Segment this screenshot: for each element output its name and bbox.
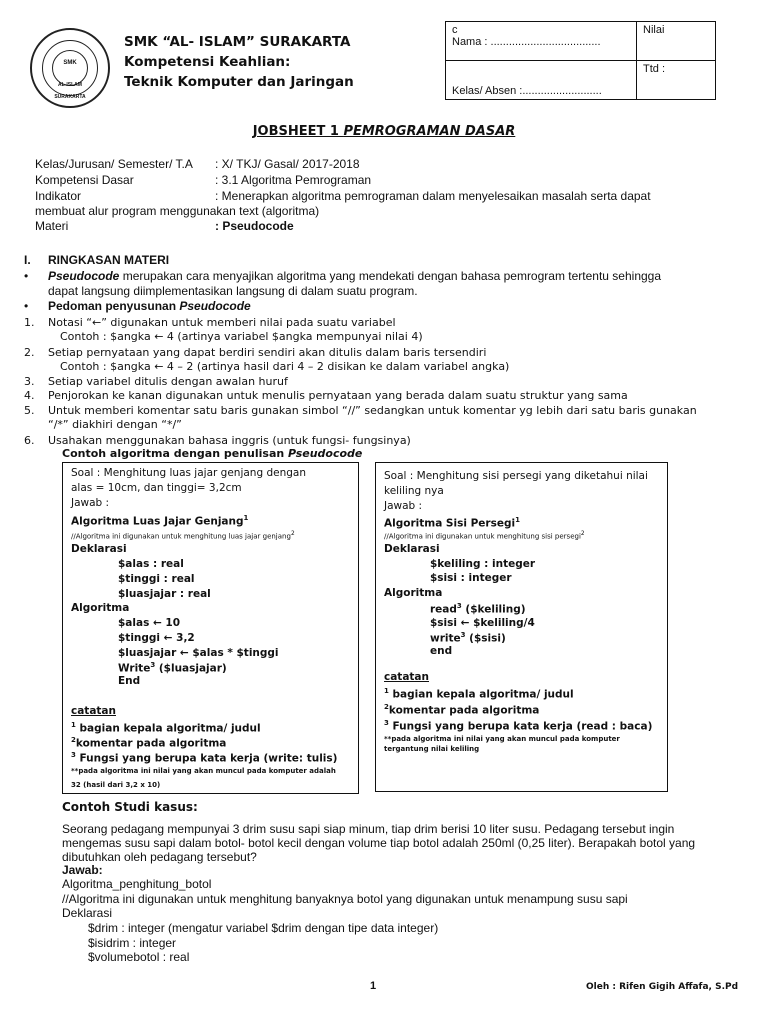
study-paragraph-line2: mengemas susu sapi dalam botol- botol kecil dengan volume tiap botol adalah 250ml (0,25 liter). Berapakah botol yang	[62, 836, 696, 850]
left-write-arg: ($luasjajar)	[155, 662, 227, 675]
left-note-3: $^3$ Fungsi yang berupa kata kerja (write: tulis)	[71, 751, 338, 765]
right-note-3: $^3$ Fungsi yang berupa kata kerja (read : baca)	[384, 719, 653, 733]
bullet-1-text: merupakan cara menyajikan algoritma yang mendekati dengan bahasa pemrogram tertentu sehingga	[119, 269, 662, 283]
study-paragraph-line1: Seorang pedagang mempunyai 3 drim susu sapi siap minum, tiap drim berisi 10 liter susu. Pedagang tersebut ingin	[62, 822, 675, 836]
left-end: End	[118, 675, 141, 687]
right-algo-title-text: Algoritma Sisi Persegi	[384, 517, 516, 530]
nama-field: Nama : ....................................	[452, 36, 601, 48]
right-comment: //Algoritma ini digunakan untuk menghitung sisi persegi$^2$	[384, 531, 585, 541]
right-stmt-1: read$^3$ ($keliling)	[430, 602, 526, 616]
page-number: 1	[370, 980, 377, 992]
study-deklarasi: Deklarasi	[62, 906, 113, 920]
study-decl-2: $isidrim : integer	[88, 936, 177, 950]
right-note-2-text: komentar pada algoritma	[388, 704, 540, 717]
example-box-right	[375, 462, 668, 792]
left-jawab: Jawab :	[71, 497, 110, 509]
c-label: c	[452, 24, 458, 36]
footer-author: Oleh : Rifen Gigih Affafa, S.Pd	[586, 982, 739, 992]
item-6-line1: Usahakan menggunakan bahasa inggris (untuk fungsi- fungsinya)	[48, 434, 411, 447]
item-number: 4.	[24, 389, 35, 402]
item-number: 3.	[24, 375, 35, 388]
right-stmt-3: write$^3$ ($sisi)	[430, 631, 506, 645]
page-title	[0, 124, 768, 139]
right-deklarasi: Deklarasi	[384, 543, 440, 555]
right-write-arg: ($sisi)	[465, 632, 506, 645]
competence-value: Teknik Komputer dan Jaringan	[124, 74, 354, 90]
left-note-1-text: bagian kepala algoritma/ judul	[79, 722, 261, 735]
right-write-keyword: write	[430, 632, 461, 645]
right-catatan: catatan	[384, 671, 429, 683]
logo-emblem	[52, 50, 88, 86]
study-paragraph-line3: dibutuhkan oleh pedagang tersebut?	[62, 850, 257, 864]
bullet-1	[48, 269, 661, 283]
right-read-arg: ($keliling)	[461, 603, 526, 616]
meta-value-1: : X/ TKJ/ Gasal/ 2017-2018	[215, 157, 360, 171]
section-title: RINGKASAN MATERI	[48, 253, 170, 267]
title-prefix: JOBSHEET 1	[252, 124, 344, 139]
left-stmt-3: $luasjajar ← $alas * $tinggi	[118, 647, 279, 659]
logo-city: SURAKARTA	[54, 94, 86, 100]
left-algoritma: Algoritma	[71, 602, 130, 614]
bullet-dot: •	[24, 299, 29, 313]
bullet-1-line2: dapat langsung diimplementasikan langsung di dalam suatu program.	[48, 284, 418, 298]
left-decl-2: $tinggi : real	[118, 573, 195, 585]
item-2-line1: Setiap pernyataan yang dapat berdiri sendiri akan ditulis dalam baris tersendiri	[48, 346, 487, 359]
item-number: 5.	[24, 404, 35, 417]
nilai-cell	[637, 22, 716, 61]
right-soal-line2: keliling nya	[384, 485, 444, 497]
right-decl-1: $keliling : integer	[430, 558, 536, 570]
study-algo-name: Algoritma_penghitung_botol	[62, 877, 212, 891]
meta-continuation: membuat alur program menggunakan text (algoritma)	[35, 204, 320, 218]
left-stmt-1: $alas ← 10	[118, 617, 181, 629]
left-decl-1: $alas : real	[118, 558, 184, 570]
right-decl-2: $sisi : integer	[430, 572, 512, 584]
meta-value-5: : Pseudocode	[215, 219, 294, 233]
right-read-keyword: read	[430, 603, 457, 616]
logo-top-text: SMK	[63, 60, 77, 66]
nilai-label: Nilai	[643, 24, 665, 36]
ttd-label: Ttd :	[643, 63, 666, 75]
left-note-4: **pada algoritma ini nilai yang akan muncul pada komputer adalah	[71, 767, 336, 775]
right-end: end	[430, 645, 453, 657]
right-comment-text: //Algoritma ini digunakan untuk menghitung sisi persegi	[384, 532, 581, 541]
right-note-1-text: bagian kepala algoritma/ judul	[392, 688, 574, 701]
item-4-line1: Penjorokan ke kanan digunakan untuk menulis pernyataan yang berada dalam suatu struktur yang sama	[48, 389, 628, 402]
section-heading	[24, 253, 169, 267]
bullet-2-text: Pedoman penyusunan	[48, 299, 180, 313]
competence-label: Kompetensi Keahlian:	[124, 54, 291, 70]
kelas-field: Kelas/ Absen :..........................	[452, 85, 602, 97]
left-algo-title: Algoritma Luas Jajar Genjang$^1$	[71, 514, 249, 528]
guideline-list	[24, 316, 734, 446]
meta-label-1: Kelas/Jurusan/ Semester/ T.A	[35, 157, 193, 171]
study-decl-3: $volumebotol : real	[88, 950, 190, 964]
item-3-line1: Setiap variabel ditulis dengan awalan huruf	[48, 375, 288, 388]
right-note-4: **pada algoritma ini nilai yang akan muncul pada komputer	[384, 735, 620, 743]
left-note-3-text: Fungsi yang berupa kata kerja (write: tulis)	[79, 752, 338, 765]
left-catatan: catatan	[71, 705, 116, 717]
left-soal-line1: Soal : Menghitung luas jajar genjang dengan	[71, 467, 306, 479]
meta-label-3: Indikator	[35, 189, 82, 203]
left-write-keyword: Write	[118, 662, 151, 675]
left-note-2-text: komentar pada algoritma	[75, 737, 227, 750]
item-number: 6.	[24, 434, 35, 447]
example-heading-italic: Pseudocode	[288, 447, 363, 460]
kelas-cell	[446, 61, 637, 100]
right-stmt-2: $sisi ← $keliling/4	[430, 617, 535, 629]
section-number: I.	[24, 253, 31, 267]
item-1-line1: Notasi “←” digunakan untuk memberi nilai pada suatu variabel	[48, 316, 396, 329]
right-soal-line1: Soal : Menghitung sisi persegi yang diketahui nilai	[384, 470, 648, 482]
student-info-box	[445, 21, 716, 100]
title-italic: PEMROGRAMAN DASAR	[343, 124, 516, 139]
left-stmt-2: $tinggi ← 3,2	[118, 632, 195, 644]
study-jawab: Jawab:	[62, 863, 103, 877]
logo-name: AL-ISLAM	[58, 82, 82, 88]
right-note-3-text: Fungsi yang berupa kata kerja (read : baca)	[392, 720, 653, 733]
study-comment: //Algoritma ini digunakan untuk menghitung banyaknya botol yang digunakan untuk menampung susu sapi	[62, 892, 628, 906]
bullet-2	[48, 299, 251, 313]
left-stmt-4: Write$^3$ ($luasjajar)	[118, 661, 227, 675]
left-decl-3: $luasjajar : real	[118, 588, 211, 600]
right-algoritma: Algoritma	[384, 587, 443, 599]
item-5-line2: “/*” diakhiri dengan “*/”	[48, 418, 182, 431]
meta-label-5: Materi	[35, 219, 69, 233]
school-name: SMK “AL- ISLAM” SURAKARTA	[124, 34, 351, 50]
left-algo-title-text: Algoritma Luas Jajar Genjang	[71, 515, 244, 528]
meta-value-2: : 3.1 Algoritma Pemrograman	[215, 173, 372, 187]
meta-value-3: : Menerapkan algoritma pemrograman dalam menyelesaikan masalah serta dapat	[215, 189, 651, 203]
study-heading: Contoh Studi kasus:	[62, 800, 198, 814]
item-number: 2.	[24, 346, 35, 359]
bullet-2-italic: Pseudocode	[179, 299, 251, 313]
bullet-1-italic: Pseudocode	[48, 269, 120, 283]
item-1-line2: Contoh : $angka ← 4 (artinya variabel $angka mempunyai nilai 4)	[60, 330, 423, 343]
left-note-2: $^2$komentar pada algoritma	[71, 736, 227, 750]
study-decl-1: $drim : integer (mengatur variabel $drim dengan tipe data integer)	[88, 921, 439, 935]
right-algo-title: Algoritma Sisi Persegi$^1$	[384, 516, 520, 530]
left-note-1: $^1$ bagian kepala algoritma/ judul	[71, 721, 261, 735]
left-deklarasi: Deklarasi	[71, 543, 127, 555]
example-heading	[62, 447, 362, 460]
name-cell	[446, 22, 637, 61]
example-box-left	[62, 462, 359, 794]
item-number: 1.	[24, 316, 35, 329]
meta-label-2: Kompetensi Dasar	[35, 173, 134, 187]
left-comment-text: //Algoritma ini digunakan untuk menghitung luas jajar genjang	[71, 532, 291, 541]
left-comment: //Algoritma ini digunakan untuk menghitung luas jajar genjang$^2$	[71, 531, 295, 541]
school-header	[124, 32, 354, 92]
bullet-dot: •	[24, 269, 29, 283]
ttd-cell	[637, 61, 716, 100]
right-note-5: tergantung nilai keliling	[384, 745, 480, 753]
item-5-line1: Untuk memberi komentar satu baris gunakan simbol “//” sedangkan untuk komentar yg lebih dari satu baris gunakan	[48, 404, 697, 417]
item-2-line2: Contoh : $angka ← 4 – 2 (artinya hasil dari 4 – 2 disikan ke dalam variabel angka)	[60, 360, 510, 373]
left-soal-line2: alas = 10cm, dan tinggi= 3,2cm	[71, 482, 242, 494]
left-note-5: 32 (hasil dari 3,2 x 10)	[71, 781, 161, 789]
example-heading-text: Contoh algoritma dengan penulisan	[62, 447, 289, 460]
right-jawab: Jawab :	[384, 500, 423, 512]
right-note-1: $^1$ bagian kepala algoritma/ judul	[384, 687, 574, 701]
right-note-2: $^2$komentar pada algoritma	[384, 703, 540, 717]
